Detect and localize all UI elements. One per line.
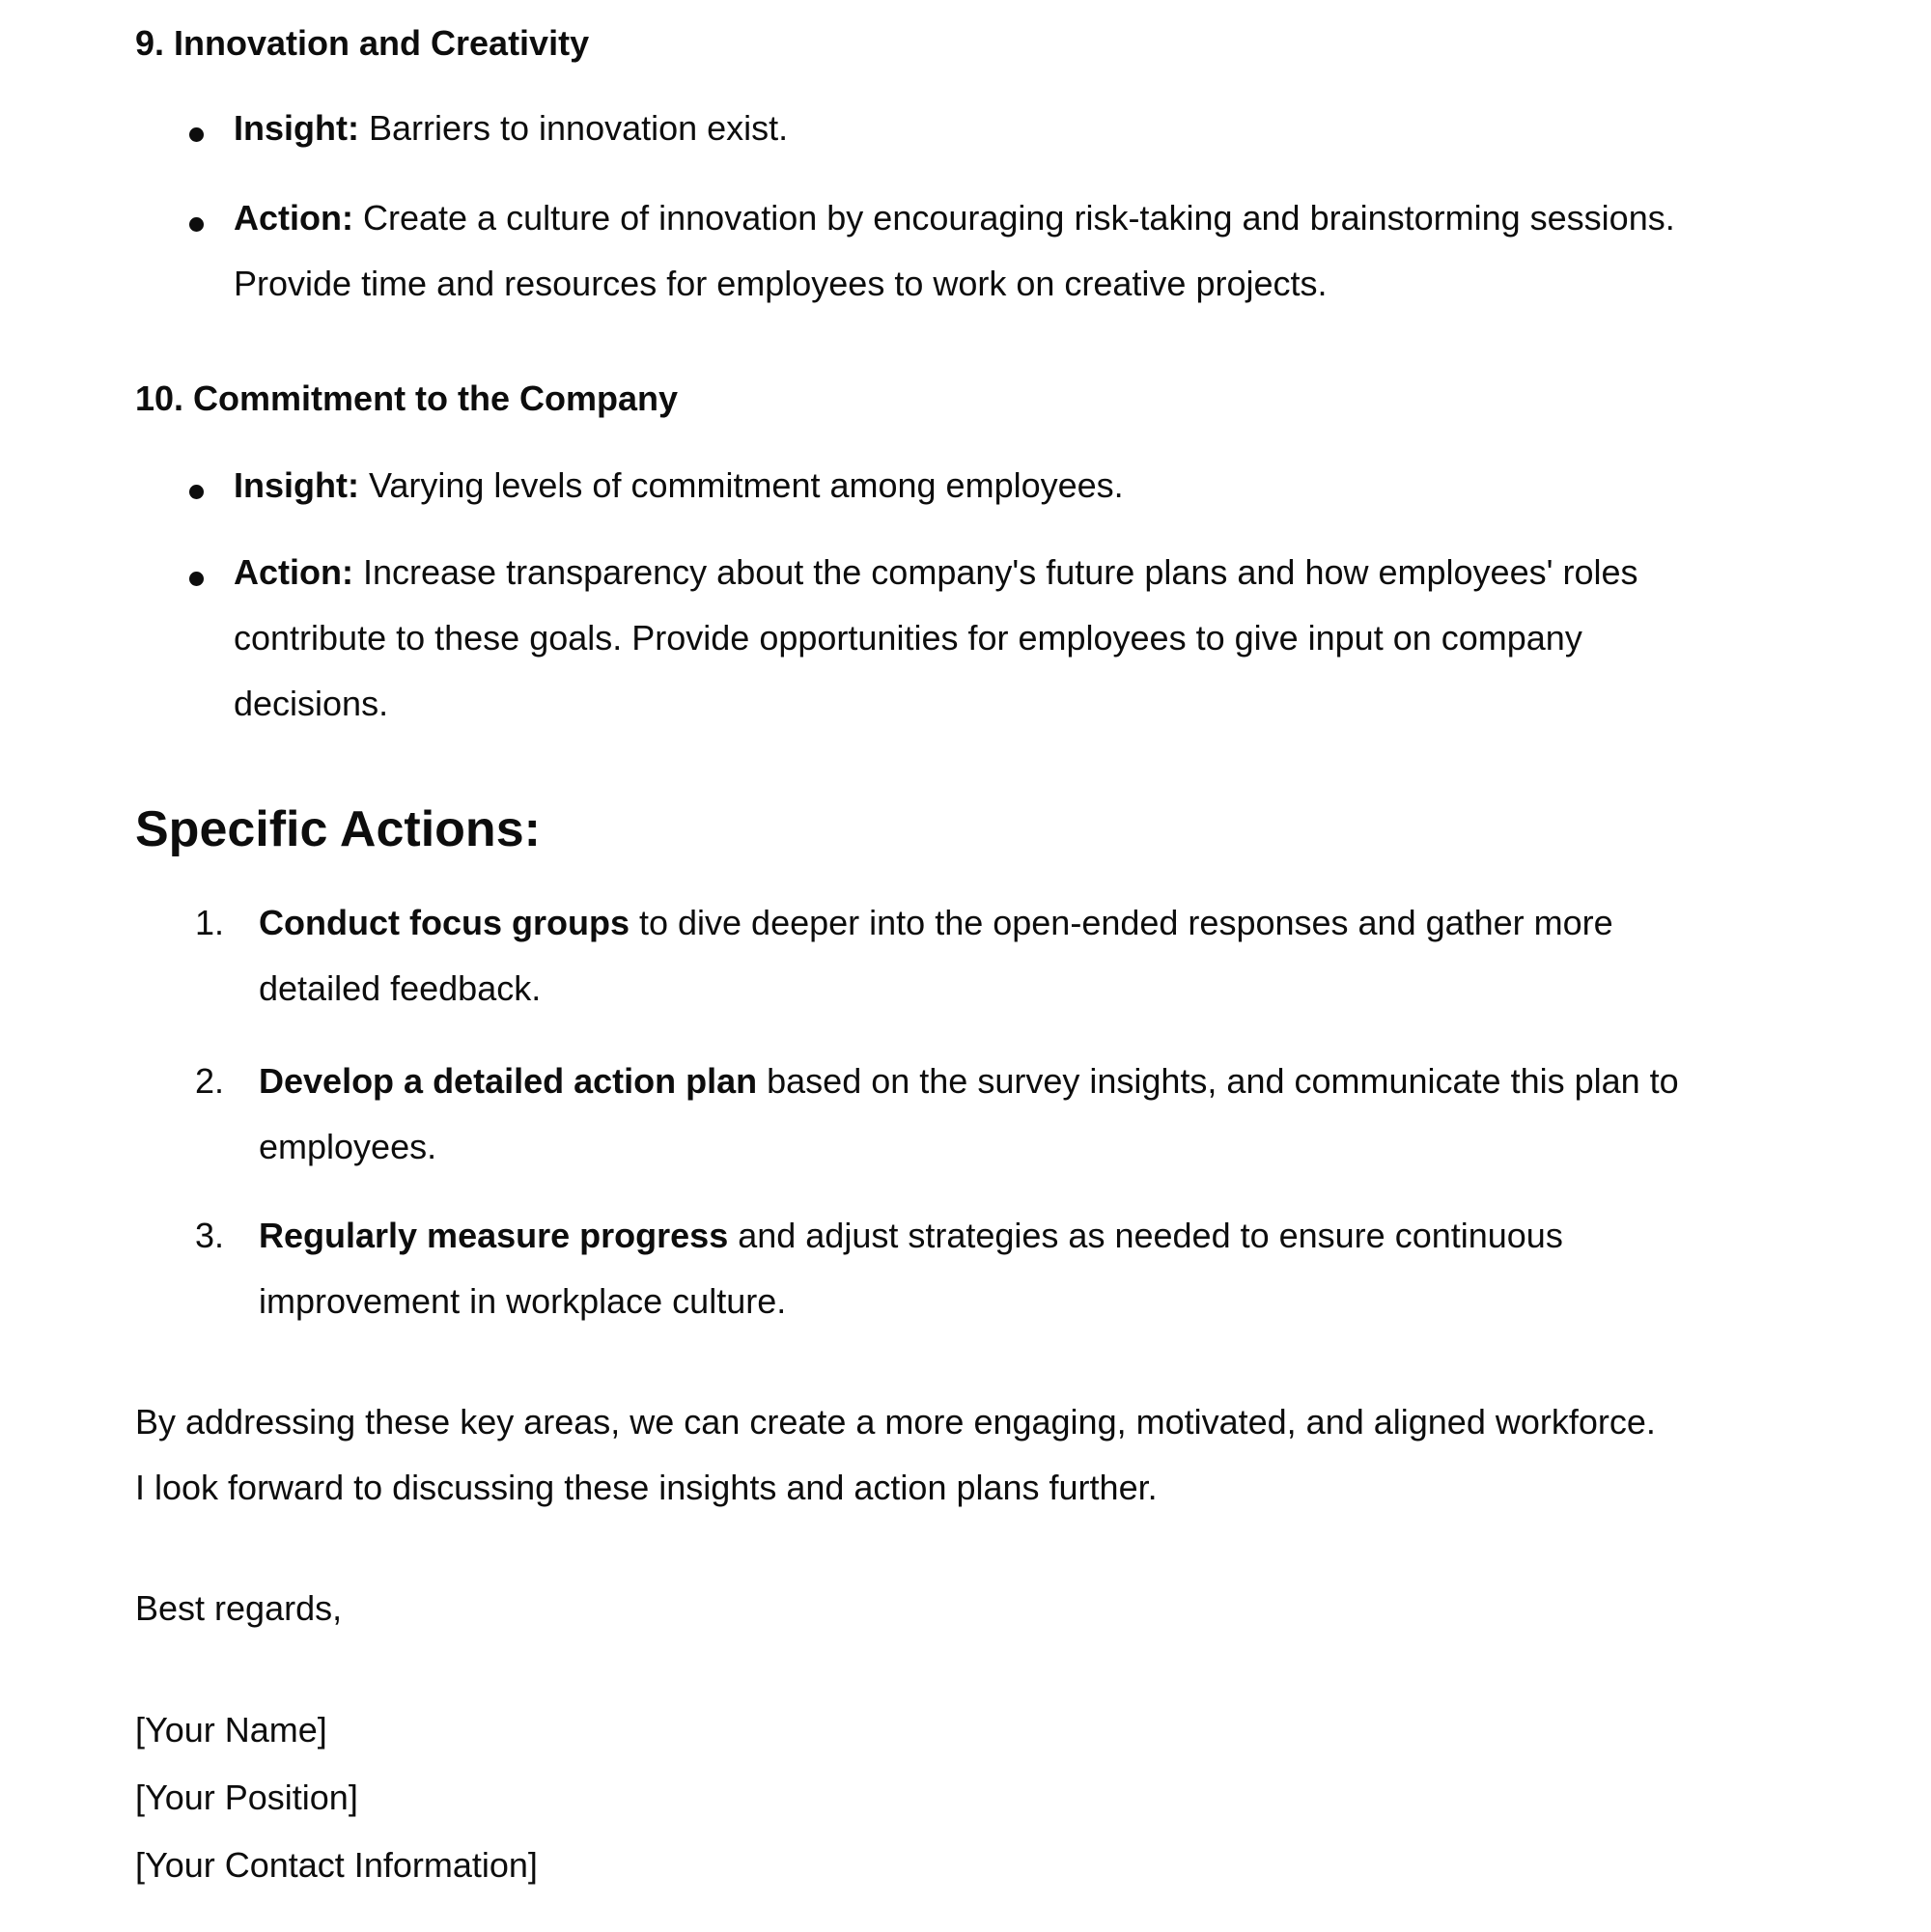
item-text: to dive deeper into the open-ended responses and gather more bbox=[629, 903, 1613, 942]
item-line: improvement in workplace culture. bbox=[259, 1281, 787, 1321]
bullet-line bbox=[234, 453, 1931, 518]
signature-line: [Your Position] bbox=[135, 1778, 358, 1817]
closing-paragraph bbox=[135, 1389, 1931, 1521]
section-heading-9: 9. Innovation and Creativity bbox=[135, 23, 590, 63]
bullet-label: Insight: bbox=[234, 465, 359, 505]
item-text: and adjust strategies as needed to ensure continuous bbox=[728, 1216, 1563, 1255]
item-line bbox=[259, 1203, 1931, 1269]
signature-line: [Your Contact Information] bbox=[135, 1845, 538, 1885]
signoff bbox=[135, 1576, 1931, 1641]
bullet-line bbox=[234, 96, 1931, 161]
bullet-insight-9 bbox=[135, 96, 1931, 161]
closing-line: I look forward to discussing these insights and action plans further. bbox=[135, 1468, 1158, 1507]
signoff-line: Best regards, bbox=[135, 1588, 343, 1628]
bullet-label: Action: bbox=[234, 552, 353, 592]
specific-actions-list bbox=[135, 890, 1931, 1334]
item-number: 1. bbox=[194, 903, 224, 942]
numbered-item-1 bbox=[135, 890, 1931, 1022]
item-line bbox=[259, 890, 1931, 956]
specific-actions-heading: Specific Actions: bbox=[135, 801, 541, 857]
bullet-text: Barriers to innovation exist. bbox=[358, 108, 789, 148]
bullet-line bbox=[234, 540, 1931, 605]
bullet-insight-10 bbox=[135, 453, 1931, 518]
bullet-line: decisions. bbox=[234, 684, 389, 723]
closing-line: By addressing these key areas, we can create a more engaging, motivated, and aligned workforce. bbox=[135, 1402, 1656, 1442]
item-number: 2. bbox=[194, 1061, 224, 1101]
bullet-marker-icon bbox=[189, 217, 204, 232]
numbered-item-3 bbox=[135, 1203, 1931, 1334]
bullet-line: contribute to these goals. Provide opportunities for employees to give input on company bbox=[234, 618, 1582, 658]
bullet-marker-icon bbox=[189, 127, 204, 142]
bullet-action-10 bbox=[135, 540, 1931, 737]
signature-block bbox=[135, 1696, 1931, 1899]
item-number: 3. bbox=[194, 1216, 224, 1255]
signature-line: [Your Name] bbox=[135, 1710, 327, 1750]
item-text: based on the survey insights, and communicate this plan to bbox=[757, 1061, 1679, 1101]
item-line: employees. bbox=[259, 1127, 437, 1166]
item-label: Conduct focus groups bbox=[259, 903, 630, 942]
bullet-text: Create a culture of innovation by encouraging risk-taking and brainstorming sessions. bbox=[352, 198, 1675, 238]
numbered-item-2 bbox=[135, 1049, 1931, 1180]
bullet-text: Increase transparency about the company's future plans and how employees' roles bbox=[352, 552, 1638, 592]
item-label: Develop a detailed action plan bbox=[259, 1061, 758, 1101]
item-line: detailed feedback. bbox=[259, 968, 542, 1008]
item-line bbox=[259, 1049, 1931, 1114]
item-label: Regularly measure progress bbox=[259, 1216, 729, 1255]
bullet-marker-icon bbox=[189, 485, 204, 499]
bullet-marker-icon bbox=[189, 572, 204, 586]
bullet-label: Insight: bbox=[234, 108, 359, 148]
bullet-list-9 bbox=[135, 96, 1931, 317]
bullet-label: Action: bbox=[234, 198, 353, 238]
section-heading-10: 10. Commitment to the Company bbox=[135, 378, 679, 418]
bullet-list-10 bbox=[135, 453, 1931, 737]
bullet-text: Varying levels of commitment among employees. bbox=[358, 465, 1124, 505]
bullet-line: Provide time and resources for employees to work on creative projects. bbox=[234, 264, 1328, 303]
bullet-action-9 bbox=[135, 185, 1931, 317]
bullet-line bbox=[234, 185, 1931, 251]
